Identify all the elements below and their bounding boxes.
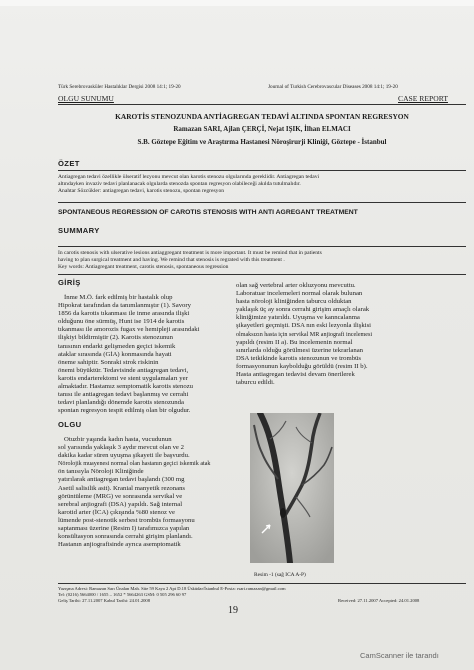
summary-bottom-rule xyxy=(58,274,466,275)
header-journal-en: Journal of Turkish Cerebrovascular Diseases 2008 14:1; 19-20 xyxy=(268,84,398,90)
right-column-line: yaklaşık üç ay sonra cerrahi girişim amaçlı olarak xyxy=(236,306,370,314)
summary-rule xyxy=(58,246,466,247)
footer-address-line: Yazışma Adresi: Ramazan Sarı Ünalan Mah. Site 59 Kaya 2 Apt D.18 Üsküdar/İstanbul E-Posta: rsari.ramazan@gmail.com xyxy=(58,586,286,591)
page-number: 19 xyxy=(228,605,238,616)
ozet-bottom-rule xyxy=(58,202,466,203)
giris-heading: GİRİŞ xyxy=(58,278,81,287)
ozet-keywords: Anahtar Sözcükler: antiagregan tedavi, karotis stenozu, spontan regresyon xyxy=(58,187,225,194)
article-title: KAROTİS STENOZUNDA ANTİAGREGAN TEDAVİ ALTINDA SPONTAN REGRESYON xyxy=(115,112,409,121)
ozet-line: Antiagregan tedavi özellikle ülseratif lezyonu mevcut olan karotis stenozu olgularında gereklidir. Antiagregan tedavi xyxy=(58,174,320,180)
angiography-image xyxy=(250,413,334,563)
ozet-text xyxy=(58,174,466,194)
summary-keywords: Key words: Antiagregant treatment, carotis stenosis, spontaneous regression xyxy=(58,263,229,270)
giris-line: öneme sahiptir. Sonraki strok riskinin xyxy=(58,358,159,366)
right-column-line: Hasta antiagregan tedavisi devam önerilerek xyxy=(236,371,355,379)
header-journal-tr: Türk Serebrovasküler Hastalıklar Dergisi 2008 14:1; 19-20 xyxy=(58,84,181,90)
footer-rule xyxy=(58,583,466,584)
summary-heading: SUMMARY xyxy=(58,226,100,235)
right-column-line: sınırlarda olduğu görülmesi üzerine tekrarlanan xyxy=(236,346,364,354)
olgu-heading: OLGU xyxy=(58,420,82,429)
right-column-line: olmaksızın hasta için servikal MR anjiografi incelemesi xyxy=(236,331,373,338)
giris-line: Hipokrat tarafından da tanımlanmıştır (1). Savory xyxy=(58,302,191,310)
footer-address-line: Tel: (0216) 5664000 / 1655 – 1652 * 5664263 GSM: 0 505 296 60 97 xyxy=(58,592,187,598)
giris-line: İnme M.Ö. fark edilmiş bir hastalık olup xyxy=(64,294,173,301)
olgu-line: karotid arter (İCA) çıkışında %80 stenoz ve xyxy=(58,508,175,516)
olgu-line: Hastanın anjiografisinde ayrıca asemptomatik xyxy=(58,541,181,549)
article-type-en: CASE REPORT xyxy=(398,94,448,103)
affiliation: S.B. Göztepe Eğitim ve Araştırma Hastanesi Nöroşirurji Kliniği, Göztepe - İstanbul xyxy=(137,138,387,146)
summary-text xyxy=(58,250,466,270)
giris-line: önemi büyüktür. Tedavisinde antiagregan tedavi, xyxy=(58,366,189,374)
right-column-line: formasyonunun kaybolduğu görüldü (resim II b). xyxy=(236,362,368,370)
right-column-text xyxy=(236,282,466,387)
giris-line: almaktadır. Hastamız semptomatik karotis stenozu xyxy=(58,383,194,391)
olgu-line: ön tanısıyla Nöroloji Kliniğinde xyxy=(58,468,144,476)
summary-line: In carotis stenosis with ulserative lesions antiaggregant treatment is more important. It must be remind that in patients xyxy=(58,250,322,256)
olgu-line: sol yarısında yaklaşık 3 aydır mevcut olan ve 2 xyxy=(58,444,184,452)
giris-line: olduğunu öne sürmüş, Hunt ise 1914 de karotis xyxy=(58,318,185,326)
giris-line: tıkanması ile amorozis fugax ve hemipleji arasındaki xyxy=(58,326,200,334)
article-type-tr: OLGU SUNUMU xyxy=(58,94,114,103)
footer-address-line: Geliş Tarihi: 27.11.2007 Kabul Tarihi: 24.01.2008 xyxy=(58,598,151,604)
right-column-line: olan sağ vertebral arter okluzyonu mevcuttu. xyxy=(236,282,356,289)
olgu-line: dakika kadar süren uyuşma şikayeti ile başvurdu. xyxy=(58,452,190,460)
summary-line: having to plan surgical treatment and having. We remind that stenosis is regrated with this treatment . xyxy=(58,256,285,263)
authors: Ramazan SARI, Ajlan ÇERÇİ, Nejat IŞIK, İlhan ELMACI xyxy=(173,125,351,133)
ozet-line: altındayken invaziv tedavi planlanacak olgularda stenozda spontan regresyon olabileceği akılda tutulmalıdır. xyxy=(58,180,301,187)
scan-edge xyxy=(0,0,474,6)
right-column-line: kliniğimize yatırıldı. Uyuşma ve kanncalanma xyxy=(236,314,360,322)
olgu-line: Otuzbir yaşında kadın hasta, vucudunun xyxy=(64,436,172,443)
olgu-line: lümende post-stenotik serbest trombüs formasyonu xyxy=(58,516,195,524)
right-column-line: Laboratuar incelemeleri normal olarak bulunan xyxy=(236,290,363,298)
ozet-rule xyxy=(58,170,466,171)
olgu-line: saptanması üzerine (Resim I) tarafımızca yapılan xyxy=(58,525,190,533)
giris-line: tedavi planlandığı dönemde karotis stenozunda xyxy=(58,399,184,407)
header-rule xyxy=(58,104,466,105)
right-column-line: DSA tetkikinde karotis stenozunun ve trombüs xyxy=(236,354,362,362)
angiography-drawing xyxy=(250,413,334,563)
giris-line: tanısı ile antiagregan tedavi başlanmış ve cerrahi xyxy=(58,391,189,399)
giris-line: tanısının endarkt gelişmeden geçici iskemik xyxy=(58,342,176,350)
footer-address xyxy=(58,586,308,605)
giris-line: ataklar sırasında (GİA) konmasında hayati xyxy=(58,350,172,358)
olgu-text xyxy=(58,436,230,549)
english-title: SPONTANEOUS REGRESSION OF CAROTIS STENOSIS WITH ANTI AGREGANT TREATMENT xyxy=(58,209,358,216)
giris-line: karotis endarterektomi ve stent uygulamaları yer xyxy=(58,374,188,382)
figure-caption: Resim -1 (sağ ICA A-P) xyxy=(254,572,306,578)
olgu-line: görüntüleme (MRG) ve sonrasında servikal ve xyxy=(58,492,183,500)
giris-line: spontan regresyon tespit edilmiş olan bir olgudur. xyxy=(58,407,191,415)
right-column-line: şikayetleri geçmişti. DSA nın eski lezyonla ilişkisi xyxy=(236,322,372,330)
giris-line: ilişkiyi bildirmiştir (2). Karotis stenozunun xyxy=(58,334,173,342)
olgu-line: yatırılarak antiagregan tedavi başlandı (300 mg xyxy=(58,476,185,484)
olgu-line: Asetil salisilik asit). Kranial manyetik rezonans xyxy=(58,484,186,492)
giris-line: 1856 da karotis tıkanması ile inme arasında ilişki xyxy=(58,310,190,318)
olgu-line: konsültasyon sonrasında cerrahi girişim planlandı. xyxy=(58,533,193,541)
received-dates: Received: 27.11.2007 Accepted: 24.01.2008 xyxy=(338,598,420,603)
ozet-heading: ÖZET xyxy=(58,159,80,168)
right-column-line: taburcu edildi. xyxy=(236,379,275,387)
giris-text xyxy=(58,294,230,415)
olgu-line: Nörolojik muayenesi normal olan hastanın geçici iskemik atak xyxy=(58,461,211,468)
right-column-line: hasta nöroloji kliniğinden taburcu olduktan xyxy=(236,298,352,306)
camscanner-watermark: CamScanner ile tarandı xyxy=(360,651,439,660)
right-column-line: yapıldı (resim II a). Bu incelemenin normal xyxy=(236,338,353,346)
olgu-line: serebral anjiografi (DSA) yapıldı. Sağ internal xyxy=(58,500,183,508)
